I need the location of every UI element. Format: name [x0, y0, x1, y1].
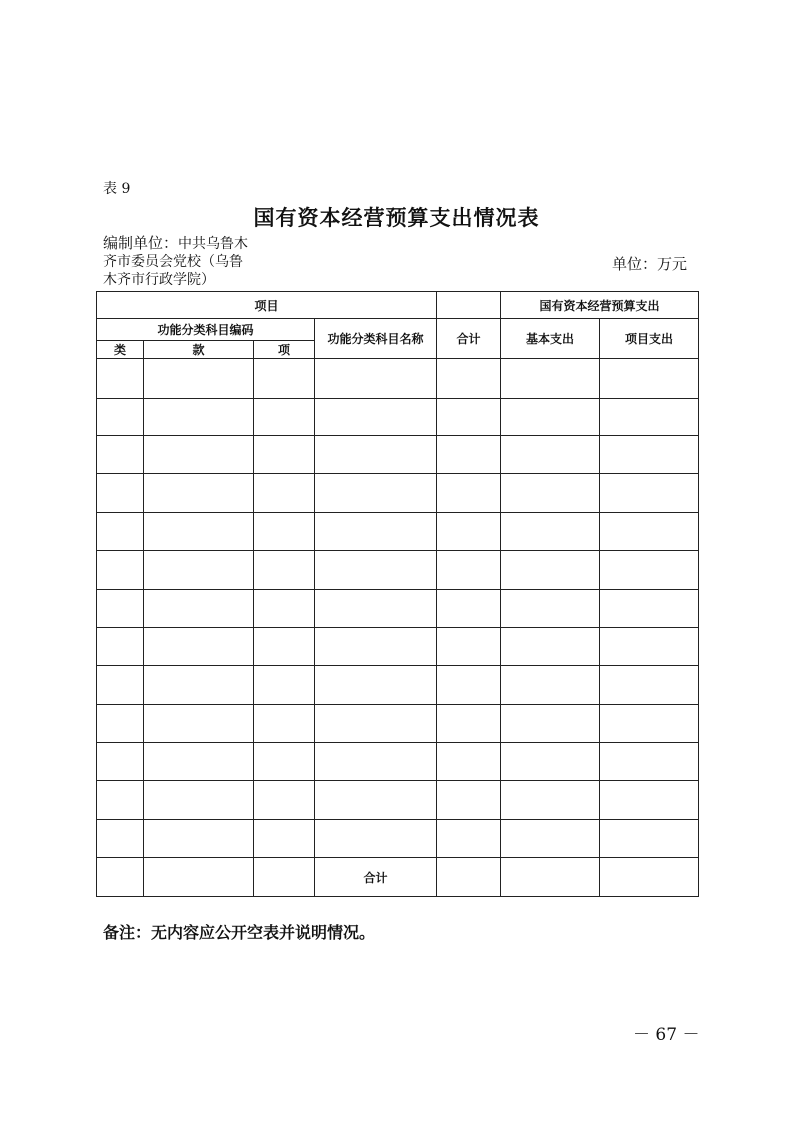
table-cell — [97, 743, 144, 781]
table-cell — [437, 590, 501, 628]
table-cell — [97, 399, 144, 436]
table-row — [97, 399, 699, 436]
table-cell — [437, 820, 501, 858]
table-cell — [315, 513, 437, 551]
table-cell — [600, 359, 699, 399]
table-cell — [144, 743, 254, 781]
table-cell — [501, 858, 600, 897]
table-cell — [144, 399, 254, 436]
table-cell — [315, 551, 437, 590]
table-cell — [501, 820, 600, 858]
subject-name-header: 功能分类科目名称 — [315, 319, 437, 359]
table-cell — [97, 436, 144, 474]
table-cell — [144, 590, 254, 628]
table-cell — [254, 820, 315, 858]
header-row-1 — [97, 292, 699, 319]
table-row — [97, 359, 699, 399]
table-cell — [254, 513, 315, 551]
table-cell — [315, 743, 437, 781]
table-row — [97, 820, 699, 858]
table-cell — [501, 705, 600, 743]
table-cell — [600, 781, 699, 820]
table-cell — [97, 628, 144, 666]
table-cell — [144, 705, 254, 743]
compiling-unit-lead: 编制单位： — [103, 234, 179, 252]
table-cell — [600, 743, 699, 781]
table-cell — [315, 399, 437, 436]
budget-table — [96, 291, 699, 897]
table-cell — [144, 436, 254, 474]
table-cell — [501, 781, 600, 820]
table-cell — [144, 474, 254, 513]
table-cell — [437, 551, 501, 590]
table-cell — [315, 781, 437, 820]
project-header: 项目 — [97, 292, 437, 319]
table-cell — [254, 474, 315, 513]
table-cell — [144, 359, 254, 399]
table-row — [97, 743, 699, 781]
table-cell — [315, 820, 437, 858]
page-title: 国有资本经营预算支出情况表 — [253, 206, 540, 230]
table-cell — [144, 666, 254, 705]
code-group-header: 功能分类科目编码 — [97, 319, 315, 341]
table-cell — [315, 474, 437, 513]
table-cell — [254, 399, 315, 436]
table-cell — [315, 359, 437, 399]
table-cell — [144, 513, 254, 551]
table-cell — [437, 359, 501, 399]
table-cell — [501, 628, 600, 666]
table-cell — [600, 705, 699, 743]
table-cell — [254, 628, 315, 666]
table-cell — [97, 666, 144, 705]
blank-header-cell — [437, 292, 501, 319]
compiling-unit — [103, 234, 263, 289]
table-cell — [254, 551, 315, 590]
table-cell — [501, 399, 600, 436]
table-cell — [600, 590, 699, 628]
table-cell — [600, 399, 699, 436]
xiang-header: 项 — [254, 341, 315, 359]
kuan-header: 款 — [144, 341, 254, 359]
table-cell — [97, 359, 144, 399]
table-cell — [254, 436, 315, 474]
table-cell — [437, 399, 501, 436]
table-cell — [254, 590, 315, 628]
table-cell — [144, 858, 254, 897]
table-number-label: 表 9 — [103, 181, 131, 197]
table-cell — [501, 474, 600, 513]
table-cell — [254, 858, 315, 897]
table-cell — [315, 436, 437, 474]
table-cell — [97, 820, 144, 858]
table-cell — [437, 781, 501, 820]
table-row — [97, 666, 699, 705]
table-cell — [437, 666, 501, 705]
table-cell — [501, 666, 600, 705]
remark-note: 备注：无内容应公开空表并说明情况。 — [103, 923, 376, 942]
table-row — [97, 590, 699, 628]
table-cell — [144, 781, 254, 820]
lei-header: 类 — [97, 341, 144, 359]
table-cell — [97, 474, 144, 513]
table-cell — [600, 474, 699, 513]
table-cell — [97, 513, 144, 551]
table-cell — [501, 513, 600, 551]
table-cell — [437, 436, 501, 474]
table-cell — [501, 359, 600, 399]
table-cell — [254, 781, 315, 820]
table-cell — [97, 705, 144, 743]
table-row — [97, 705, 699, 743]
currency-unit: 单位：万元 — [612, 255, 688, 273]
compiling-unit-line1: 中共乌鲁木 — [178, 236, 249, 252]
compiling-unit-line2: 齐市委员会党校（乌鲁 — [103, 254, 243, 270]
table-cell — [501, 743, 600, 781]
table-cell — [437, 858, 501, 897]
project-expense-header: 项目支出 — [600, 319, 699, 359]
total-row — [97, 858, 699, 897]
table-cell — [437, 705, 501, 743]
table-row — [97, 551, 699, 590]
budget-group-header: 国有资本经营预算支出 — [501, 292, 699, 319]
table-cell — [315, 628, 437, 666]
table-cell — [437, 474, 501, 513]
page-number: － 67 － — [633, 1025, 700, 1045]
table-cell — [254, 743, 315, 781]
table-row — [97, 436, 699, 474]
table-cell — [315, 590, 437, 628]
total-header: 合计 — [437, 319, 501, 359]
table-cell — [437, 513, 501, 551]
table-cell — [501, 436, 600, 474]
table-cell — [437, 628, 501, 666]
table-cell — [254, 705, 315, 743]
table-cell — [501, 590, 600, 628]
table-row — [97, 513, 699, 551]
table-cell — [144, 628, 254, 666]
table-row — [97, 474, 699, 513]
total-row-label: 合计 — [315, 858, 437, 897]
table-cell — [315, 705, 437, 743]
table-cell — [97, 781, 144, 820]
table-row — [97, 628, 699, 666]
table-cell — [144, 551, 254, 590]
table-cell — [501, 551, 600, 590]
table-cell — [254, 666, 315, 705]
table-cell — [600, 436, 699, 474]
table-cell — [437, 743, 501, 781]
table-row — [97, 781, 699, 820]
table-cell — [600, 820, 699, 858]
table-cell — [315, 666, 437, 705]
table-cell — [97, 858, 144, 897]
table-cell — [600, 551, 699, 590]
basic-expense-header: 基本支出 — [501, 319, 600, 359]
table-cell — [600, 666, 699, 705]
table-cell — [97, 551, 144, 590]
table-cell — [97, 590, 144, 628]
table-cell — [600, 513, 699, 551]
header-row-2 — [97, 319, 699, 341]
table-cell — [600, 628, 699, 666]
table-cell — [144, 820, 254, 858]
compiling-unit-line3: 木齐市行政学院） — [103, 272, 215, 288]
table-cell — [254, 359, 315, 399]
table-cell — [600, 858, 699, 897]
